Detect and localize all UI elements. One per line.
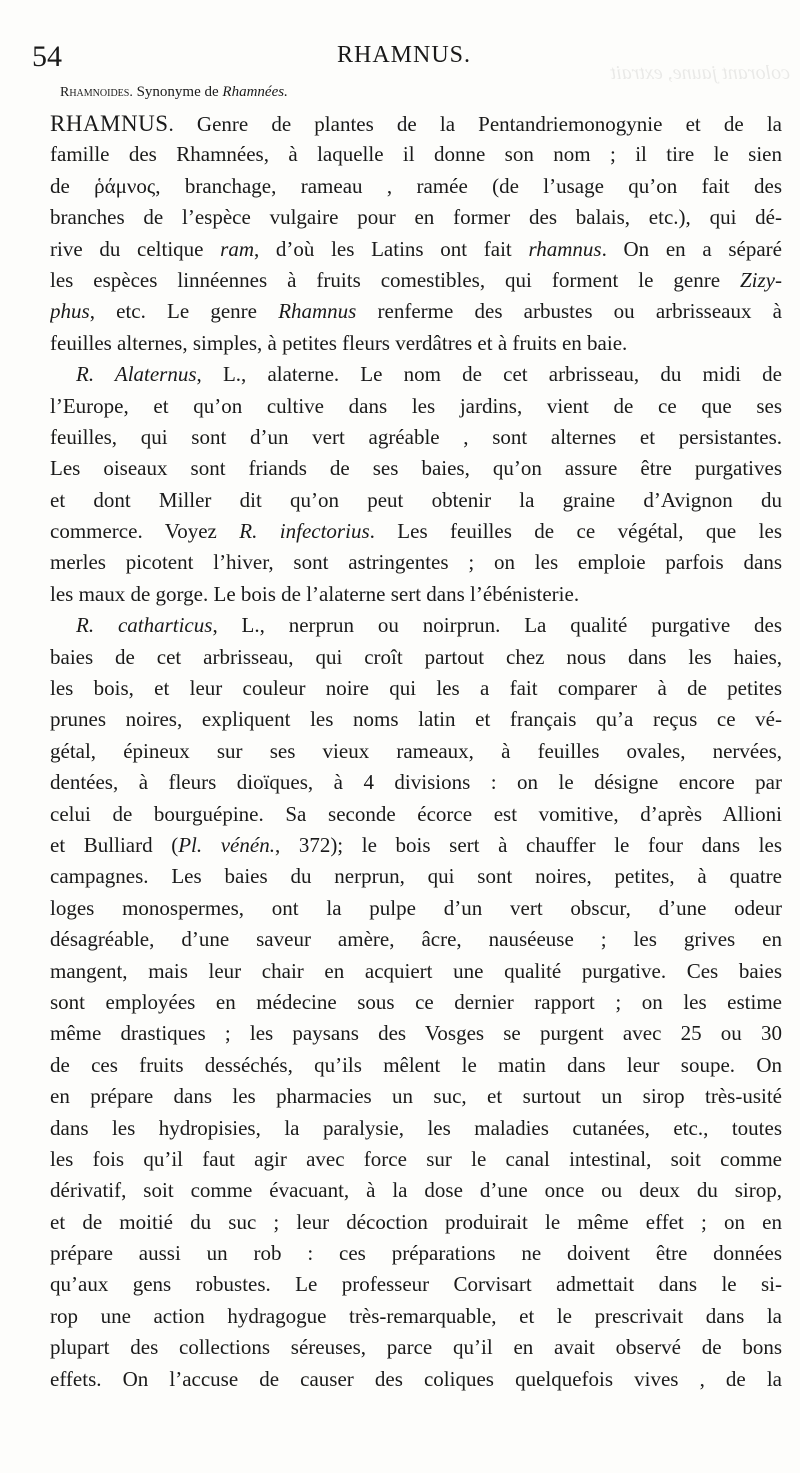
text-segment: prunes noires, expliquent les noms latin et français qu’a reçus ce vé- — [50, 707, 782, 732]
text-segment: même drastiques ; les paysans des Vosges se purgent avec 25 ou 30 — [50, 1021, 782, 1046]
text-segment: mangent, mais leur chair en acquiert une qualité purgative. Ces baies — [50, 958, 782, 983]
text-segment: . Genre de plantes de la Pentandriemonogynie et de la — [168, 112, 782, 136]
text-line — [50, 171, 782, 202]
italic-text: Pl. vénén. — [178, 832, 275, 857]
text-line — [50, 296, 782, 327]
text-segment: baies de cet arbrisseau, qui croît partout chez nous dans les haies, — [50, 644, 782, 669]
bleed-through-text: colorant jaune, extrait — [610, 62, 790, 84]
text-line — [50, 359, 782, 390]
italic-text: rhamnus — [528, 236, 602, 261]
text-line — [50, 956, 782, 987]
text-line — [50, 1050, 782, 1081]
running-head: RHAMNUS. — [336, 42, 472, 68]
text-line — [50, 1364, 782, 1395]
text-line — [50, 516, 782, 547]
text-segment: rive du celtique — [50, 236, 221, 261]
text-segment: , etc. Le genre — [89, 299, 279, 324]
text-segment: désagréable, d’une saveur amère, âcre, nauséeuse ; les grives en — [50, 927, 782, 952]
text-segment: les bois, et leur couleur noire qui les a fait comparer à de petites — [50, 676, 782, 701]
previous-entry — [60, 84, 288, 101]
text-segment: l’Europe, et qu’on cultive dans les jardins, vient de ce que ses — [50, 393, 782, 418]
previous-entry-ref: Rhamnées. — [222, 84, 288, 100]
text-segment: , d’où les Latins ont fait — [254, 236, 529, 261]
text-segment: plupart des collections séreuses, parce qu’il en avait observé de bons — [50, 1335, 782, 1360]
previous-entry-text: Synonyme de — [136, 84, 219, 100]
text-line — [50, 1175, 782, 1206]
text-segment: gétal, épineux sur ses vieux rameaux, à feuilles ovales, nervées, — [50, 738, 782, 763]
text-segment: qu’aux gens robustes. Le professeur Corvisart admettait dans le si- — [50, 1272, 782, 1297]
text-line — [50, 485, 782, 516]
text-line — [50, 1332, 782, 1363]
text-segment: et Bulliard ( — [50, 832, 179, 857]
text-segment: commerce. Voyez — [50, 519, 240, 544]
text-line — [50, 736, 782, 767]
text-segment: dans les hydropisies, la paralysie, les maladies cutanées, etc., toutes — [50, 1115, 782, 1140]
text-segment: branches de l’espèce vulgaire pour en former des balais, etc.), qui dé- — [50, 205, 782, 230]
text-segment: . On en a séparé — [601, 236, 782, 261]
text-segment: effets. On l’accuse de causer des coliques quelquefois vives , de la — [50, 1366, 782, 1391]
text-line — [50, 547, 782, 578]
text-segment: Les oiseaux sont friands de ses baies, qu’on assure être purgatives — [50, 456, 782, 481]
text-segment: , 372); le bois sert à chauffer le four dans les — [274, 832, 782, 857]
text-segment: feuilles, qui sont d’un vert agréable , sont alternes et persistantes. — [50, 424, 782, 449]
text-segment: , L., nerprun ou noirprun. La qualité purgative des — [212, 613, 782, 638]
text-segment: celui de bourguépine. Sa seconde écorce est vomitive, d’après Allioni — [50, 801, 782, 826]
text-segment: , L., alaterne. Le nom de cet arbrisseau, du midi de — [196, 362, 782, 387]
italic-text: R. infectorius — [239, 519, 370, 544]
text-line — [50, 1081, 782, 1112]
text-segment: famille des Rhamnées, à laquelle il donne son nom ; il tire le sien — [50, 142, 782, 167]
text-segment: et dont Miller dit qu’on peut obtenir la graine d’Avignon du — [50, 487, 782, 512]
text-segment: loges monospermes, ont la pulpe d’un vert obscur, d’une odeur — [50, 895, 782, 920]
text-line — [50, 453, 782, 484]
text-line — [50, 924, 782, 955]
text-line — [50, 987, 782, 1018]
text-line — [50, 642, 782, 673]
text-segment: campagnes. Les baies du nerprun, qui sont noires, petites, à quatre — [50, 864, 782, 889]
page-header — [28, 36, 780, 76]
text-line — [50, 422, 782, 453]
text-segment: merles picotent l’hiver, sont astringentes ; on les emploie parfois dans — [50, 550, 782, 575]
text-line — [50, 767, 782, 798]
italic-text: phus — [50, 299, 90, 324]
text-segment: les espèces linnéennes à fruits comestibles, qui forment le genre — [50, 267, 740, 292]
text-segment: dérivatif, soit comme évacuant, à la dose d’une once ou deux du sirop, — [50, 1178, 782, 1203]
text-segment: et de moitié du suc ; leur décoction produirait le même effet ; on en — [50, 1209, 782, 1234]
text-segment: en prépare dans les pharmacies un suc, et surtout un sirop très-usité — [50, 1084, 782, 1109]
entry-headword: RHAMNUS — [50, 111, 169, 136]
italic-text: ram — [220, 236, 254, 261]
italic-text: R. catharticus — [76, 613, 213, 638]
text-line — [50, 139, 782, 170]
text-segment: feuilles alternes, simples, à petites fleurs verdâtres et à fruits en baie. — [50, 330, 628, 355]
text-segment: de ῥάμνος, branchage, rameau , ramée (de l’usage qu’on fait des — [50, 173, 782, 198]
text-segment: renferme des arbustes ou arbrisseaux à — [356, 299, 782, 324]
text-line — [50, 328, 782, 359]
text-segment: . Les feuilles de ce végétal, que les — [369, 519, 782, 544]
text-line — [50, 1207, 782, 1238]
text-line — [50, 893, 782, 924]
text-segment: rop une action hydragogue très-remarquable, et le prescrivait dans la — [50, 1303, 782, 1328]
text-line — [50, 1238, 782, 1269]
text-line — [50, 704, 782, 735]
text-line — [50, 108, 782, 139]
text-line — [50, 861, 782, 892]
italic-text: Zizy- — [740, 267, 782, 292]
text-line — [50, 579, 782, 610]
text-line — [50, 1269, 782, 1300]
text-segment: prépare aussi un rob : ces préparations ne doivent être données — [50, 1241, 782, 1266]
text-segment: les maux de gorge. Le bois de l’alaterne sert dans l’ébénisterie. — [50, 581, 580, 606]
text-line — [50, 202, 782, 233]
text-line — [50, 1113, 782, 1144]
text-line — [50, 391, 782, 422]
text-segment: dentées, à fleurs dioïques, à 4 divisions : on le désigne encore par — [50, 770, 782, 795]
text-segment: sont employées en médecine sous ce dernier rapport ; on les estime — [50, 989, 782, 1014]
italic-text: R. Alaternus — [76, 362, 197, 387]
page-number: 54 — [32, 40, 62, 73]
text-segment: de ces fruits desséchés, qu’ils mêlent le matin dans leur soupe. On — [50, 1052, 782, 1077]
text-line — [50, 1301, 782, 1332]
previous-entry-headword: Rhamnoides. — [60, 85, 133, 100]
text-line — [50, 265, 782, 296]
text-line — [50, 799, 782, 830]
italic-text: Rhamnus — [278, 299, 357, 324]
text-line — [50, 673, 782, 704]
entry-body — [50, 108, 782, 1395]
text-segment: les fois qu’il faut agir avec force sur le canal intestinal, soit comme — [50, 1146, 782, 1171]
text-line — [50, 234, 782, 265]
text-line — [50, 1018, 782, 1049]
text-line — [50, 1144, 782, 1175]
text-line — [50, 830, 782, 861]
text-line — [50, 610, 782, 641]
